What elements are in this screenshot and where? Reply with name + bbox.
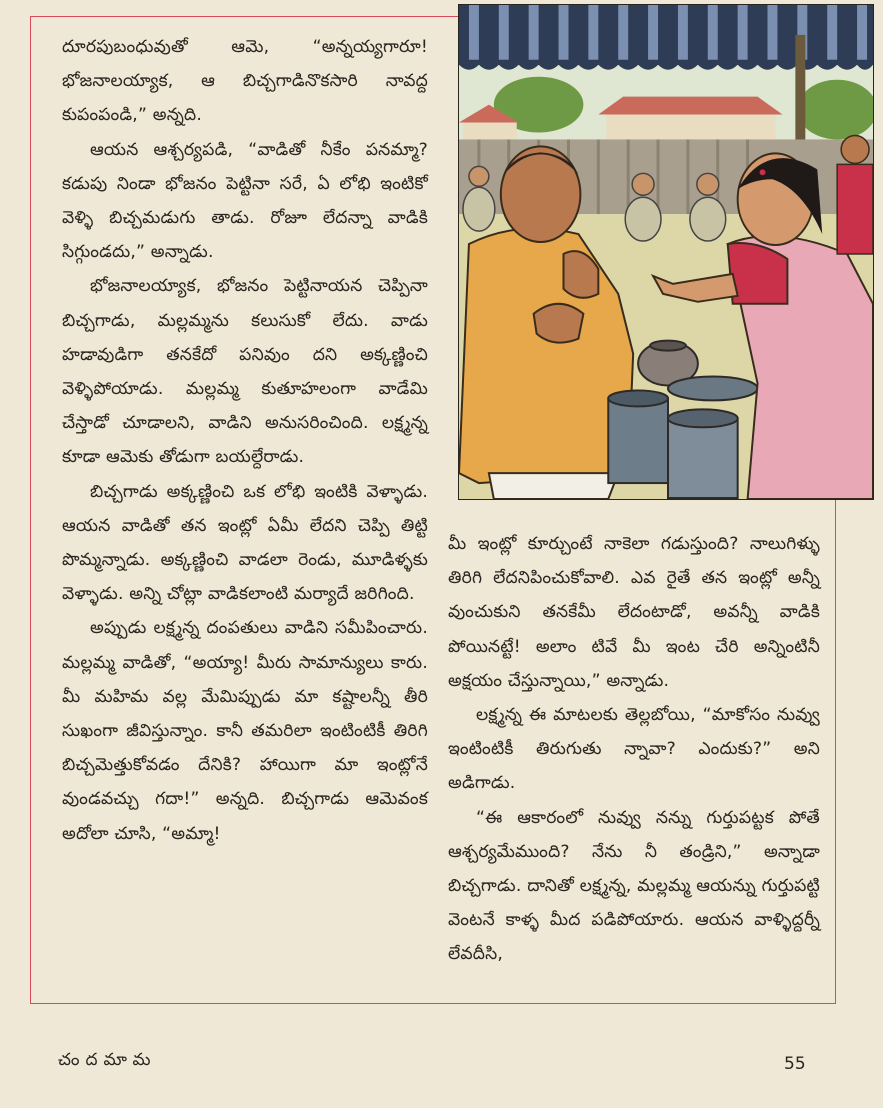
story-illustration [458,4,874,500]
paragraph: ఆయన ఆశ్చర్యపడి, “వాడితో నీకేం పనమ్మా? కడుపు నిండా భోజనం పెట్టినా సరే, ఏ లోభి ఇంటికో వెళ్ళి బిచ్చమడుగు తాడు. రోజూ లేదన్నా వాడికి సిగ్గుండదు,” అన్నాడు. [62,139,428,263]
paragraph: లక్ష్మన్న ఈ మాటలకు తెల్లబోయి, “మాకోసం నువ్వు ఇంటింటికీ తిరుగుతు న్నావా? ఎందుకు?” అని అడిగాడు. [448,705,820,794]
paragraph: బిచ్చగాడు అక్కణ్ణించి ఒక లోభి ఇంటికి వెళ్ళాడు. ఆయన వాడితో తన ఇంట్లో ఏమీ లేదని చెప్పి తిట్టి పొమ్మన్నాడు. అక్కణ్ణించి వాడలా రెండు, మూడిళ్ళకు వెళ్ళాడు. అన్ని చోట్లా వాడికలాంటి మర్యాదే జరిగింది. [62,481,428,605]
right-column [448,527,820,972]
paragraph: మీ ఇంట్లో కూర్చుంటే నాకెలా గడుస్తుంది? నాలుగిళ్ళు తిరిగి లేదనిపించుకోవాలి. ఎవ రైతే తన ఇంట్లో అన్నీ వుంచుకుని తనకేమీ లేదంటాడో, అవన్నీ వాడికి పోయినట్టే! అలాం టివే మీ ఇంట చేరి అన్నింటినీ అక్షయం చేస్తున్నాయి,” అన్నాడు. [448,534,820,691]
illustration-graphic [459,5,873,499]
paragraph: దూరపుబంధువుతో ఆమె, “అన్నయ్యగారూ! భోజనాలయ్యాక, ఆ బిచ్చగాడినొకసారి నావద్ద కుపంపండి,” అన్నది. [62,37,428,126]
page-number: 55 [784,1054,806,1074]
magazine-name: చందమామ [58,1050,157,1070]
paragraph: “ఈ ఆకారంలో నువ్వు నన్ను గుర్తుపట్టక పోతే ఆశ్చర్యమేముంది? నేను నీ తండ్రిని,” అన్నాడా బిచ్చగాడు. దానితో లక్ష్మన్న, మల్లమ్మ ఆయన్ను గుర్తుపట్టి వెంటనే కాళ్ళ మీద పడిపోయారు. ఆయన వాళ్ళిద్దర్నీ లేవదీసి, [448,807,820,965]
awning [459,5,873,70]
paragraph: అప్పుడు లక్ష్మన్న దంపతులు వాడిని సమీపించారు. మల్లమ్మ వాడితో, “అయ్యా! మీరు సామాన్యులు కారు. మీ మహిమ వల్ల మేమిప్పుడు మా కష్టాలన్నీ తీరి సుఖంగా జీవిస్తున్నాం. కానీ తమరిలా ఇంటింటికీ తిరిగి బిచ్చమెత్తుకోవడం దేనికి? హాయిగా మా ఇంట్లోనే వుండవచ్చు గదా!” అన్నది. బిచ్చగాడు ఆమెవంక అదోలా చూసి, “అమ్మా! [62,618,428,844]
paragraph: భోజనాలయ్యాక, భోజనం పెట్టినాయన చెప్పినా బిచ్చగాడు, మల్లమ్మను కలుసుకో లేదు. వాడు హడావుడిగా తనకేదో పనివుం దని అక్కణ్ణించి వెళ్ళిపోయాడు. మల్లమ్మ కుతూహలంగా వాడేమి చేస్తాడో చూడాలని, వాడిని అనుసరించింది. లక్ష్మన్న కూడా ఆమెకు తోడుగా బయల్దేరాడు. [62,276,428,468]
left-column [62,30,428,851]
